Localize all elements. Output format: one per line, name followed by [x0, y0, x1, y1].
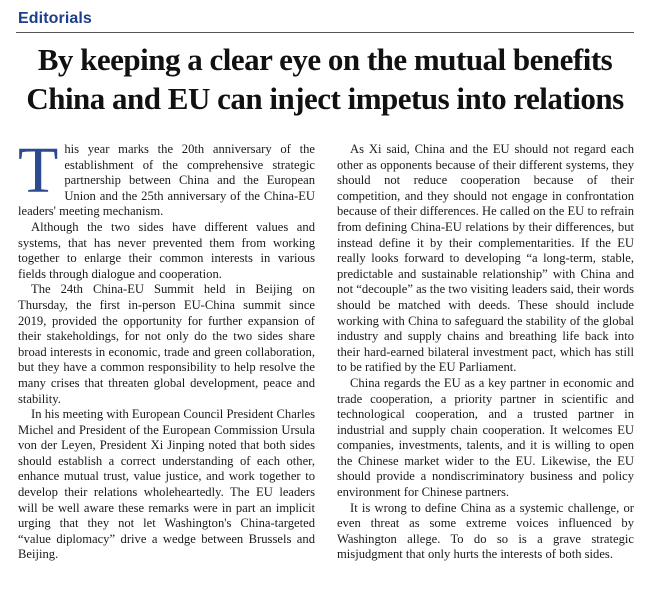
article-paragraph-4: In his meeting with European Council President Charles Michel and President of the European Commission Ursula von der Leyen, President Xi Jinping noted that both sides should establish a correct understanding of each other, enhance mutual trust, value justice, and work together to develop their relations wholeheartedly. The EU leaders will be well aware these remarks were in part an implicit urging that they not let Washington's China-targeted “value diplomacy” drive a wedge between Brussels and Beijing.	[18, 407, 315, 562]
headline-line-2: China and EU can inject impetus into relations	[26, 81, 624, 116]
header-divider	[16, 32, 634, 33]
article-paragraph-2: Although the two sides have different values and systems, that has never prevented them from working together to enlarge their common interests in various fields through dialogue and cooperation.	[18, 219, 315, 281]
paragraph-text: his year marks the 20th anniversary of the establishment of the comprehensive strategic partnership between China and the European Union and the 25th anniversary of the China-EU leaders' meeting mechanism.	[18, 142, 315, 219]
article-body	[18, 134, 634, 604]
article-paragraph-3: The 24th China-EU Summit held in Beijing on Thursday, the first in-person EU-China summit since 2019, provided the opportunity for further expansion of their stakeholdings, for not only do the two sides share broad interests in economic, trade and green collaboration, but they have a common responsibility to help resolve the many crises that threaten global development, peace and stability.	[18, 282, 315, 406]
drop-cap: T	[18, 134, 59, 207]
section-label: Editorials	[18, 10, 92, 27]
headline-line-1: By keeping a clear eye on the mutual benefits	[37, 42, 613, 77]
article-paragraph-7: It is wrong to define China as a systemic challenge, or even threat as some extreme voices influenced by Washington allege. To do so is a grave strategic misjudgment that only hurts the interests of both sides.	[337, 500, 634, 562]
article-paragraph-1	[18, 134, 315, 220]
article-paragraph-6: China regards the EU as a key partner in economic and trade cooperation, a priority partner in scientific and technological cooperation, and a trusted partner in industrial and supply chain cooperation. It welcomes EU companies, investments, talents, and it is willing to open the Chinese market wider to the EU. Likewise, the EU should provide a nondiscriminatory business and policy environment for Chinese partners.	[337, 375, 634, 500]
article-paragraph-5: As Xi said, China and the EU should not regard each other as opponents because of their different systems, they should not reduce cooperation because of their competition, and they should not engage in confrontation because of their differences. He called on the EU to refrain from defining China-EU relations by their differences, but instead define it by their complementarities. If the EU really looks forward to developing “a long-term, stable, predictable and sustainable relationship” with China and not “decouple” as the two visiting leaders said, their words should be matched with deeds. These should include working with China to safeguard the stability of the global industry and supply chains and breathing life back into their hard-earned bilateral investment pact, which has still to be ratified by the EU Parliament.	[337, 142, 634, 375]
headline	[0, 40, 650, 118]
